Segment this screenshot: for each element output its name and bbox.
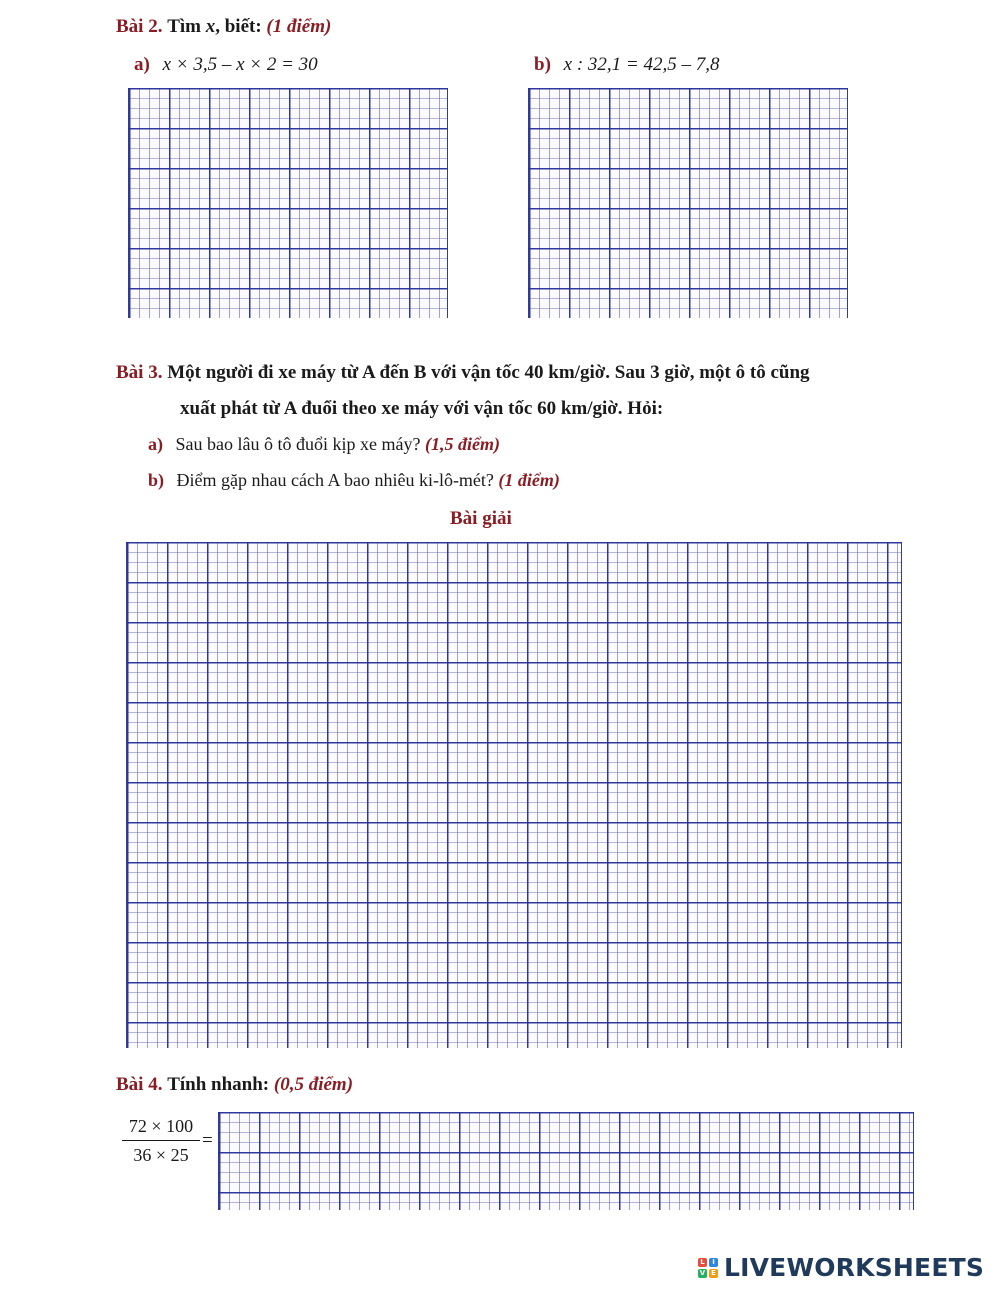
bai3-line1 (116, 362, 810, 384)
bai2-points: (1 điểm) (266, 16, 332, 37)
bai4-numerator: 72 × 100 (122, 1116, 200, 1141)
bai2-b-label: b) (534, 54, 551, 75)
logo-letter-v: V (699, 1268, 706, 1277)
bai2-a-label: a) (134, 54, 150, 75)
liveworksheets-logo (698, 1253, 984, 1282)
logo-letter-i: I (709, 1258, 718, 1267)
bai3-part-b (148, 470, 560, 491)
answer-grid-3[interactable] (126, 542, 902, 1048)
bai4-denominator: 36 × 25 (133, 1145, 189, 1165)
logo-letter-l: L (698, 1258, 707, 1267)
bai3-b-label: b) (148, 470, 165, 490)
bai2-variable: x (205, 16, 216, 37)
bai4-heading (116, 1074, 353, 1096)
answer-grid-2b[interactable] (528, 88, 848, 318)
bai3-part-a (148, 434, 500, 455)
bai4-label: Bài 4. (116, 1074, 163, 1095)
bai3-a-text: Sau bao lâu ô tô đuổi kịp xe máy? (175, 434, 421, 454)
bai3-a-points: (1,5 điểm) (424, 434, 500, 454)
bai2-heading (116, 16, 331, 38)
logo-letter-e: E (709, 1269, 718, 1278)
solution-title: Bài giải (450, 508, 512, 529)
bai2-b-expression: x : 32,1 = 42,5 – 7,8 (563, 54, 720, 75)
bai3-b-points: (1 điểm) (498, 470, 560, 490)
bai3-problem-line2: xuất phát từ A đuổi theo xe máy với vận tốc 60 km/giờ. Hỏi: (180, 398, 664, 419)
bai4-fraction (122, 1116, 200, 1166)
answer-grid-4[interactable] (218, 1112, 914, 1210)
bai3-problem-line1: Một người đi xe máy từ A đến B với vận tốc 40 km/giờ. Sau 3 giờ, một ô tô cũng (167, 362, 810, 383)
bai3-a-label: a) (148, 434, 163, 454)
logo-text: LIVEWORKSHEETS (724, 1253, 985, 1282)
bai3-b-text: Điểm gặp nhau cách A bao nhiêu ki-lô-mét? (176, 470, 494, 490)
bai2-text: Tìm (167, 16, 201, 37)
bai2-a-expression: x × 3,5 – x × 2 = 30 (162, 54, 318, 75)
bai3-label: Bài 3. (116, 362, 163, 383)
logo-icon (698, 1258, 718, 1278)
bai2-text2: , biết: (215, 16, 262, 37)
bai2-label: Bài 2. (116, 16, 163, 37)
bai4-equals: = (202, 1130, 213, 1151)
answer-grid-2a[interactable] (128, 88, 448, 318)
bai4-text: Tính nhanh: (167, 1074, 270, 1095)
bai2-part-b (534, 54, 720, 76)
bai2-part-a (134, 54, 318, 76)
bai4-points: (0,5 điểm) (273, 1074, 354, 1095)
